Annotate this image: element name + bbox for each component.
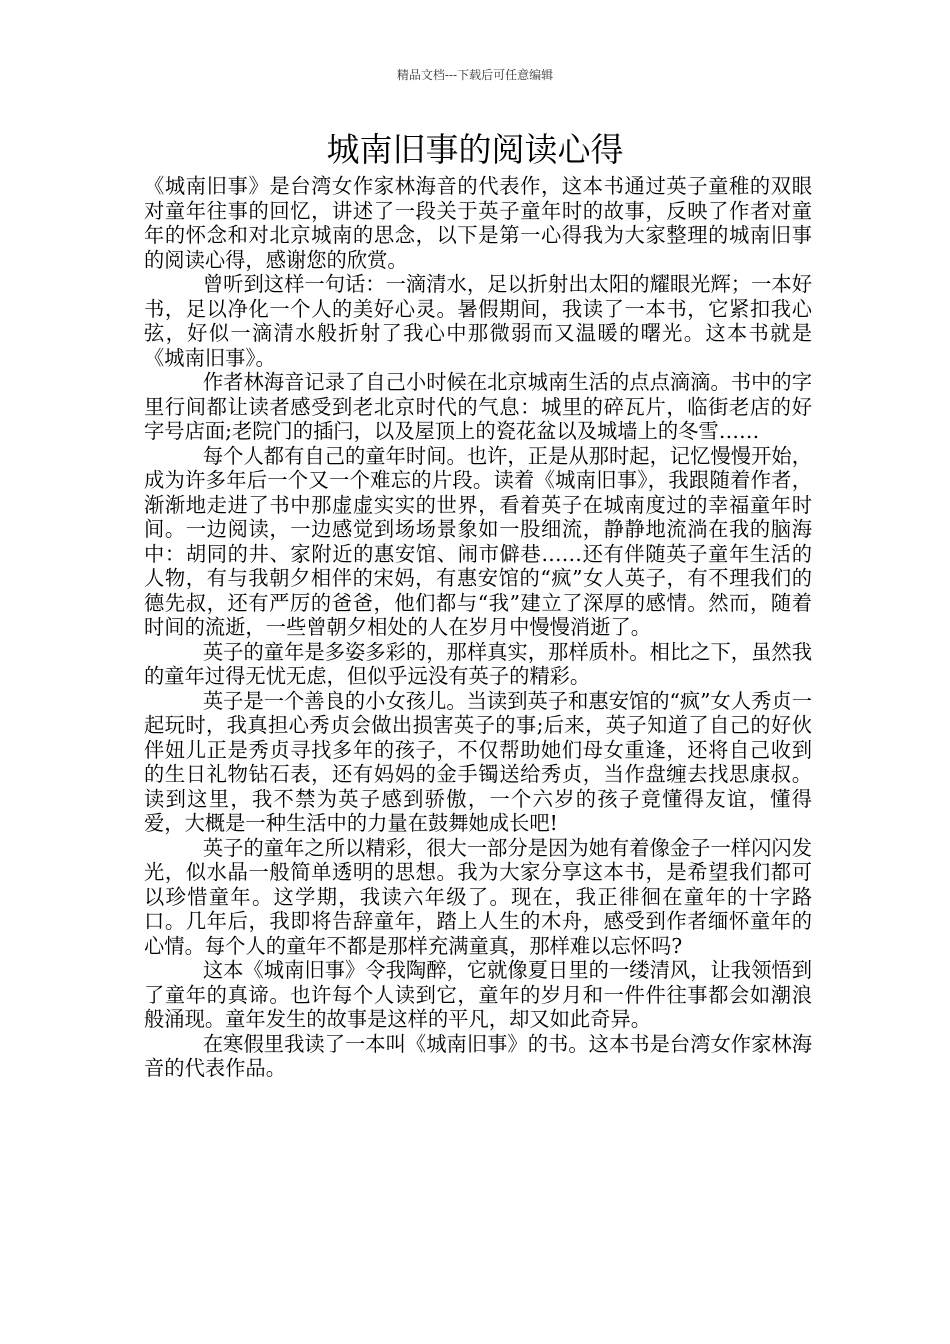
paragraph: 这本《城南旧事》令我陶醉，它就像夏日里的一缕清风，让我领悟到了童年的真谛。也许每个人读到它，童年的岁月和一件件往事都会如潮浪般涌现。童年发生的故事是这样的平凡，却又如此奇异。 — [144, 958, 812, 1031]
paragraph: 英子的童年是多姿多彩的，那样真实，那样质朴。相比之下，虽然我的童年过得无忧无虑，但似乎远没有英子的精彩。 — [144, 639, 812, 688]
paragraph: 每个人都有自己的童年时间。也许，正是从那时起，记忆慢慢开始，成为许多年后一个又一个难忘的片段。读着《城南旧事》，我跟随着作者，渐渐地走进了书中那虚虚实实的世界，看着英子在城南度过的幸福童年时间。一边阅读，一边感觉到场场景象如一股细流，静静地流淌在我的脑海中：胡同的井、家附近的惠安馆、闹市僻巷……还有伴随英子童年生活的人物，有与我朝夕相伴的宋妈，有惠安馆的“疯”女人英子，有不理我们的德先叔，还有严厉的爸爸，他们都与“我”建立了深厚的感情。然而，随着时间的流逝，一些曾朝夕相处的人在岁月中慢慢消逝了。 — [144, 443, 812, 639]
paragraph: 在寒假里我读了一本叫《城南旧事》的书。这本书是台湾女作家林海音的代表作品。 — [144, 1031, 812, 1080]
paragraph: 英子的童年之所以精彩，很大一部分是因为她有着像金子一样闪闪发光，似水晶一般简单透明的思想。我为大家分享这本书，是希望我们都可以珍惜童年。这学期，我读六年级了。现在，我正徘徊在童年的十字路口。几年后，我即将告辞童年，踏上人生的木舟，感受到作者缅怀童年的心情。每个人的童年不都是那样充满童真，那样难以忘怀吗? — [144, 835, 812, 958]
paragraph: 作者林海音记录了自己小时候在北京城南生活的点点滴滴。书中的字里行间都让读者感受到老北京时代的气息：城里的碎瓦片，临街老店的好字号店面;老院门的插闩，以及屋顶上的瓷花盆以及城墙上的冬雪…… — [144, 370, 812, 443]
paragraph: 曾听到这样一句话：一滴清水，足以折射出太阳的耀眼光辉；一本好书，足以净化一个人的美好心灵。暑假期间，我读了一本书，它紧扣我心弦，好似一滴清水般折射了我心中那微弱而又温暖的曙光。这本书就是《城南旧事》。 — [144, 272, 812, 370]
document-body — [144, 174, 812, 1081]
paragraph: 《城南旧事》是台湾女作家林海音的代表作，这本书通过英子童稚的双眼对童年往事的回忆，讲述了一段关于英子童年时的故事，反映了作者对童年的怀念和对北京城南的思念，以下是第一心得我为大家整理的城南旧事的阅读心得，感谢您的欣赏。 — [144, 174, 812, 272]
paragraph: 英子是一个善良的小女孩儿。当读到英子和惠安馆的“疯”女人秀贞一起玩时，我真担心秀贞会做出损害英子的事;后来，英子知道了自己的好伙伴妞儿正是秀贞寻找多年的孩子，不仅帮助她们母女重逢，还将自己收到的生日礼物钻石表，还有妈妈的金手镯送给秀贞，当作盘缠去找思康叔。读到这里，我不禁为英子感到骄傲，一个六岁的孩子竟懂得友谊，懂得爱，大概是一种生活中的力量在鼓舞她成长吧! — [144, 688, 812, 835]
page-header: 精品文档---下载后可任意编辑 — [396, 68, 554, 82]
page-title: 城南旧事的阅读心得 — [326, 130, 624, 169]
